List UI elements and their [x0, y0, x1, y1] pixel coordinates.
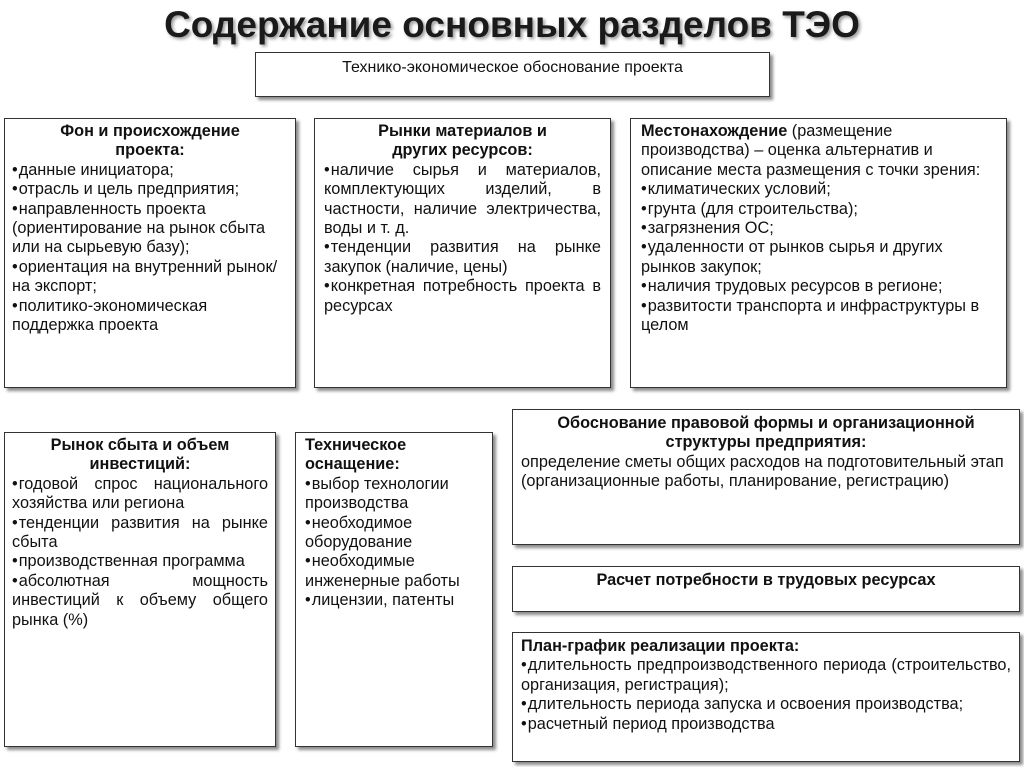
box-location-heading: Местонахождение (размещение производства) – оценка альтернатив и описание места размещения с точки зрения:	[641, 122, 981, 179]
box-materials	[314, 118, 611, 388]
list-item: •расчетный период производства	[521, 714, 775, 733]
list-item: •выбор технологии производства	[305, 474, 449, 513]
list-item: •необходимые инженерные работы	[305, 552, 460, 590]
list-item: •грунта (для строительства);	[641, 199, 858, 218]
list-item: •загрязнения ОС;	[641, 219, 774, 238]
list-item: •удаленности от рынков сырья и других рынков закупок;	[641, 238, 943, 276]
box-background	[4, 118, 296, 388]
box-market-list	[12, 475, 268, 630]
list-item: •тенденции развития на рынке сбыта	[12, 513, 268, 552]
list-item: •абсолютная мощность инвестиций к объему общего рынка (%)	[12, 571, 268, 629]
box-materials-heading: Рынки материалов и других ресурсов:	[378, 122, 547, 160]
box-schedule	[512, 632, 1020, 762]
list-item: •наличие сырья и материалов, комплектующих изделий, в частности, наличие электричества, воды и т. д.	[324, 160, 601, 238]
box-market-heading: Рынок сбыта и объем инвестиций:	[50, 436, 230, 474]
list-item: •развитости транспорта и инфраструктуры в целом	[641, 296, 980, 335]
list-item: •данные инициатора;	[12, 160, 174, 179]
box-background-heading: Фон и происхождение проекта:	[60, 122, 240, 160]
box-market	[4, 432, 276, 747]
list-item: •отрасль и цель предприятия;	[12, 180, 240, 199]
box-legal	[512, 409, 1020, 545]
list-item: •длительность периода запуска и освоения производства;	[521, 695, 964, 714]
box-equipment-list	[305, 475, 483, 611]
box-schedule-heading: План-график реализации проекта:	[521, 637, 800, 655]
list-item: •годовой спрос национального хозяйства или региона	[12, 474, 268, 513]
box-equipment-heading: Техническое оснащение:	[305, 436, 407, 474]
list-item: •наличия трудовых ресурсов в регионе;	[641, 277, 943, 296]
list-item: •направленность проекта (ориентирование на рынок сбыта или на сырьевую базу);	[12, 199, 266, 257]
list-item: •лицензии, патенты	[305, 591, 455, 610]
box-labor-heading: Расчет потребности в трудовых ресурсах	[596, 571, 936, 589]
box-location	[630, 118, 1007, 388]
list-item: •длительность предпроизводственного периода (строительство, организация, регистрация);	[521, 656, 1011, 694]
box-background-list	[12, 161, 288, 336]
list-item: •необходимое оборудование	[305, 513, 413, 552]
list-item: •ориентация на внутренний рынок/ на экспорт;	[12, 257, 278, 296]
list-item: •политико-экономическая поддержка проекта	[12, 296, 208, 335]
page-title: Содержание основных разделов ТЭО	[164, 4, 860, 45]
list-item: •климатических условий;	[641, 180, 831, 199]
box-materials-list	[324, 161, 601, 316]
box-legal-heading: Обоснование правовой формы и организационной структуры предприятия:	[557, 414, 975, 452]
list-item: •тенденции развития на рынке закупок (наличие, цены)	[324, 238, 601, 276]
box-labor	[512, 566, 1020, 612]
box-equipment	[295, 432, 493, 747]
list-item: •конкретная потребность проекта в ресурсах	[324, 277, 601, 315]
list-item: •производственная программа	[12, 552, 245, 571]
box-location-list	[641, 180, 996, 335]
box-legal-text: определение сметы общих расходов на подготовительный этап (организационные работы, планирование, регистрацию)	[521, 452, 1004, 491]
main-box-teo	[255, 52, 770, 97]
main-box-label: Технико-экономическое обоснование проекта	[342, 59, 683, 76]
box-schedule-list	[521, 656, 1011, 734]
